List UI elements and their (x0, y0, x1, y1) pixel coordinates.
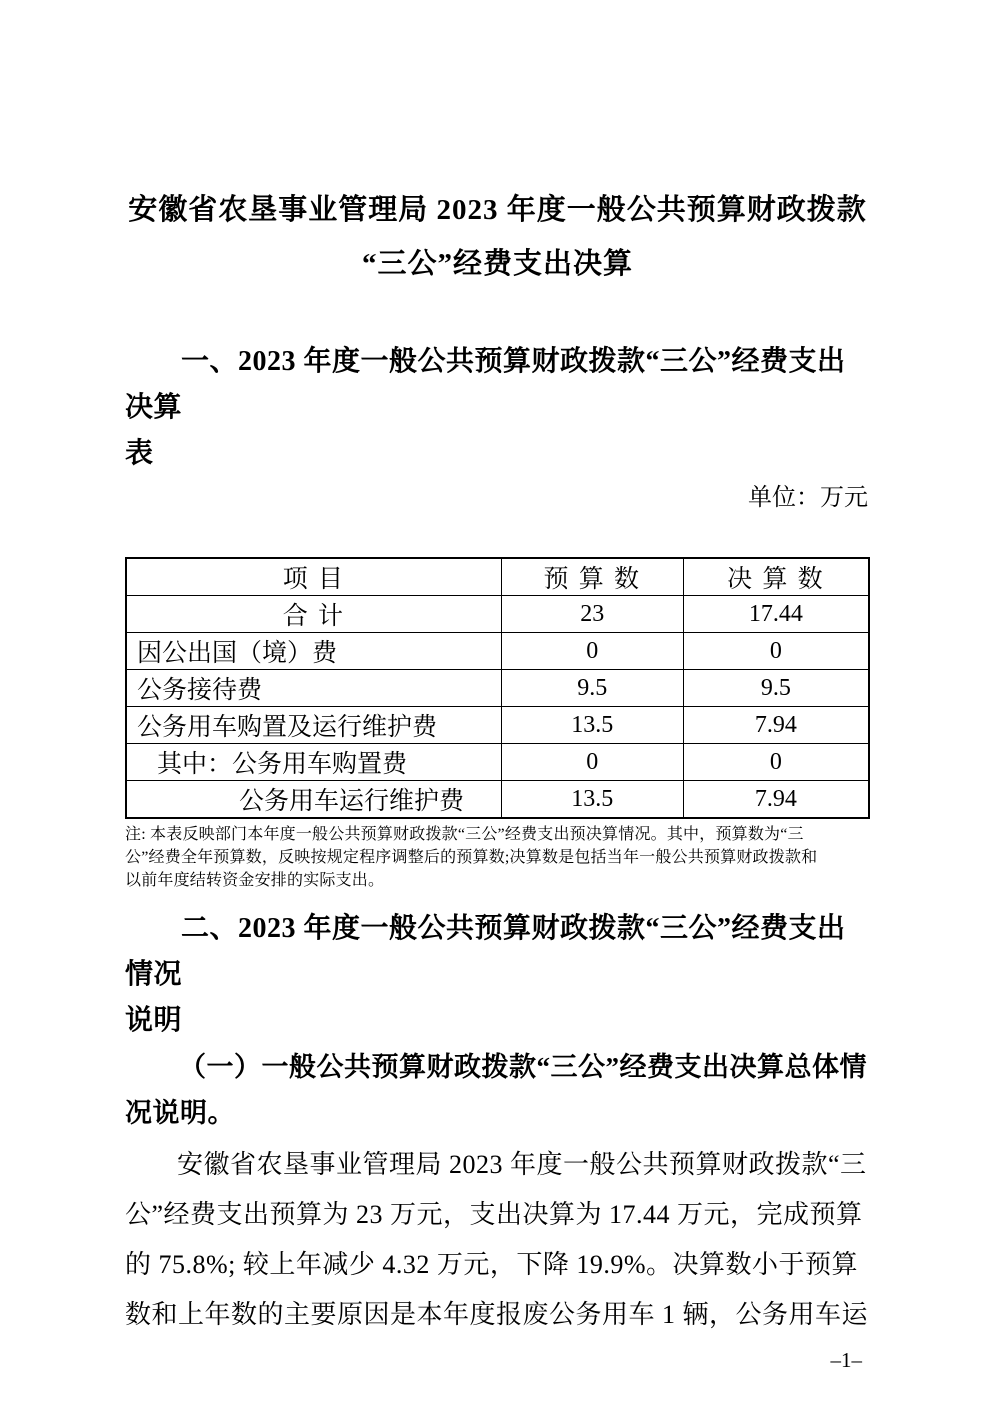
section1-heading-line-1: 一、2023 年度一般公共预算财政拨款“三公”经费支出决算 (125, 346, 846, 423)
section2-subheading-line-1: （一）一般公共预算财政拨款“三公”经费支出决算总体情 (179, 1052, 867, 1082)
row-budget-value: 23 (501, 596, 683, 633)
body-paragraph-line-1: 安徽省农垦事业管理局 2023 年度一般公共预算财政拨款“三 (177, 1150, 867, 1179)
section2-heading (125, 906, 870, 1044)
unit-label: 单位：万元 (748, 485, 868, 511)
row-budget-value: 0 (501, 744, 683, 781)
row-budget-value: 9.5 (501, 670, 683, 707)
row-final-value: 9.5 (683, 670, 869, 707)
row-item-label: 公务用车购置及运行维护费 (126, 707, 501, 744)
row-final-value: 0 (683, 633, 869, 670)
table-row-vehicle-total (126, 707, 869, 744)
document-title-line-1: 安徽省农垦事业管理局 2023 年度一般公共预算财政拨款 (128, 194, 867, 226)
document-title-line-2: “三公”经费支出决算 (361, 248, 633, 280)
row-final-value: 7.94 (683, 781, 869, 819)
row-budget-value: 13.5 (501, 707, 683, 744)
table-row-reception (126, 670, 869, 707)
table-note-line-1: 注: 本表反映部门本年度一般公共预算财政拨款“三公”经费支出预决算情况。其中，预算数为“三 (125, 826, 804, 843)
column-header-final: 决 算 数 (683, 558, 869, 596)
section2-subheading-line-2: 况说明。 (125, 1098, 235, 1128)
body-paragraph-line-3: 的 75.8%; 较上年减少 4.32 万元，下降 19.9%。决算数小于预算 (125, 1250, 859, 1279)
body-paragraph-line-2: 公”经费支出预算为 23 万元，支出决算为 17.44 万元，完成预算 (125, 1200, 863, 1229)
body-paragraph (125, 1140, 870, 1340)
section2-heading-line-1: 二、2023 年度一般公共预算财政拨款“三公”经费支出情况 (125, 913, 846, 990)
table-row-total (126, 596, 869, 633)
section2-subheading (125, 1044, 870, 1136)
sangong-expense-table (125, 557, 870, 819)
row-item-label: 因公出国（境）费 (126, 633, 501, 670)
row-budget-value: 13.5 (501, 781, 683, 819)
table-note-line-3: 以前年度结转资金安排的实际支出。 (125, 872, 385, 889)
table-note-line-2: 公”经费全年预算数，反映按规定程序调整后的预算数;决算数是包括当年一般公共预算财政拨款和 (125, 849, 818, 866)
table-header-row (126, 558, 869, 596)
column-header-budget: 预 算 数 (501, 558, 683, 596)
table-row-vehicle-purchase (126, 744, 869, 781)
row-item-label: 公务接待费 (126, 670, 501, 707)
column-header-item: 项 目 (126, 558, 501, 596)
section1-heading (125, 339, 870, 477)
table-row-vehicle-maintenance (126, 781, 869, 819)
section1-heading-line-2: 表 (125, 438, 154, 469)
document-title (125, 183, 870, 291)
body-paragraph-line-4: 数和上年数的主要原因是本年度报废公务用车 1 辆，公务用车运 (125, 1300, 869, 1329)
page-number: –1– (830, 1348, 862, 1372)
table-note (125, 823, 870, 892)
row-budget-value: 0 (501, 633, 683, 670)
row-item-label: 公务用车运行维护费 (126, 781, 501, 819)
row-item-label: 合 计 (126, 596, 501, 633)
row-final-value: 17.44 (683, 596, 869, 633)
table-row-abroad (126, 633, 869, 670)
row-final-value: 7.94 (683, 707, 869, 744)
row-final-value: 0 (683, 744, 869, 781)
section2-heading-line-2: 说明 (125, 1005, 183, 1036)
row-item-label: 其中：公务用车购置费 (126, 744, 501, 781)
document-content (125, 0, 870, 1373)
